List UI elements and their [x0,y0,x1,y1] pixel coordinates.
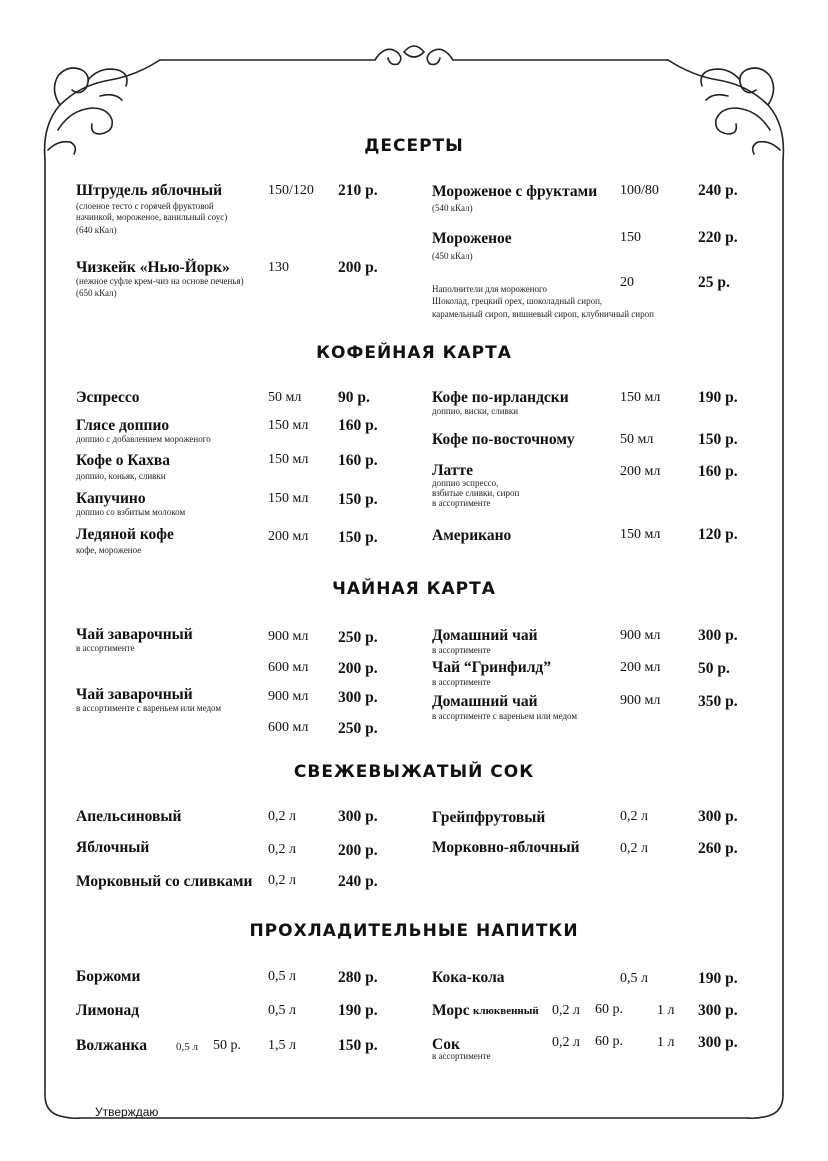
item-price: 190 р. [698,389,738,406]
item-name: Капучино [76,490,146,507]
item-price: 240 р. [698,182,738,199]
item-name: Кока-кола [432,969,505,986]
item-name: Домашний чай [432,693,538,710]
item-desc: в ассортименте с вареньем или медом [76,703,222,713]
item-qty: 20 [620,275,634,290]
item-price: 350 р. [698,693,738,710]
item-price: 240 р. [338,873,378,890]
item-desc: (нежное суфле крем-чиз на основе печенья) [76,276,244,286]
item-qty: 150 мл [620,527,661,542]
item-qty: 0,5 л [620,971,648,986]
item-desc: доппио со взбитым молоком [76,507,186,517]
item-price: 300 р. [338,689,378,706]
section-title-desserts: ДЕСЕРТЫ [364,136,464,156]
item-name: Мороженое с фруктами [432,183,598,200]
item-qty: 150 мл [268,491,309,506]
item-qty: 600 мл [268,720,309,735]
item-price: 160 р. [338,417,378,434]
item-desc: в ассортименте [432,1051,491,1061]
item-qty: 150 мл [268,418,309,433]
item-name: Апельсиновый [76,808,182,825]
item-desc: кофе, мороженое [76,545,142,555]
item-name: Сок [432,1036,460,1053]
item-qty: 130 [268,260,289,275]
item-price: 190 р. [338,1002,378,1019]
item-price: 150 р. [338,1037,378,1054]
item-qty: 200 мл [620,660,661,675]
item-price-small: 50 р. [213,1038,241,1053]
item-suffix: клюквенный [473,1005,539,1017]
item-name: Боржоми [76,968,141,985]
item-name: Чай “Гринфилд” [432,659,551,676]
item-name: Волжанка [76,1037,147,1054]
item-name: Лимонад [76,1002,140,1019]
section-title-juice: СВЕЖЕВЫЖАТЫЙ СОК [293,762,535,782]
item-desc: в ассортименте [432,645,491,655]
item-name: Чай заварочный [76,626,193,643]
item-qty: 150 мл [620,390,661,405]
item-qty: 150/120 [268,183,314,198]
item-price: 190 р. [698,970,738,987]
item-price: 160 р. [698,463,738,480]
item-price: 250 р. [338,629,378,646]
item-price: 300 р. [698,1002,738,1019]
item-qty: 1,5 л [268,1038,296,1053]
item-price: 280 р. [338,969,378,986]
item-qty: 0,2 л [620,841,648,856]
item-name: Латте [432,462,474,479]
section-title-tea: ЧАЙНАЯ КАРТА [332,579,496,599]
item-price-small: 60 р. [595,1034,623,1049]
item-name: Яблочный [76,839,150,856]
item-price: 200 р. [338,259,378,276]
item-qty: 150 [620,230,641,245]
item-price: 220 р. [698,229,738,246]
item-calories: (650 кКал) [76,288,117,298]
item-desc: доппио с добавлением мороженого [76,434,211,444]
item-price: 160 р. [338,452,378,469]
item-name: Штрудель яблочный [76,182,223,199]
item-qty: 1 л [657,1003,675,1018]
item-name: Кофе о Кахва [76,452,170,469]
item-qty: 1 л [657,1035,675,1050]
item-qty: 900 мл [268,629,309,644]
section-title-coffee: КОФЕЙНАЯ КАРТА [316,343,512,363]
item-desc: (слоеное тесто с горячей фруктовой [76,201,214,211]
item-qty: 0,2 л [268,873,296,888]
item-desc: доппио эспрессо, [432,478,499,488]
item-qty: 100/80 [620,183,659,198]
item-desc: в ассортименте [76,643,135,653]
item-calories: (450 кКал) [432,251,473,261]
item-qty: 200 мл [268,529,309,544]
item-price: 300 р. [698,1034,738,1051]
item-price: 150 р. [338,491,378,508]
item-price: 300 р. [338,808,378,825]
item-qty-small: 0,5 л [176,1041,198,1053]
item-calories: (540 кКал) [432,203,473,213]
item-price: 300 р. [698,808,738,825]
item-qty: 150 мл [268,452,309,467]
item-price: 25 р. [698,274,730,291]
item-qty: 600 мл [268,660,309,675]
item-qty: 900 мл [620,628,661,643]
item-qty-small: 0,2 л [552,1003,580,1018]
item-desc: начинкой, мороженое, ванильный соус) [76,212,228,222]
item-name: Кофе по-восточному [432,431,575,448]
approval-signature-line: Утверждаю______________________________ [95,1105,359,1119]
item-name: Чай заварочный [76,686,193,703]
item-name: Чизкейк «Нью-Йорк» [76,259,230,276]
item-name: Кофе по-ирландски [432,389,569,406]
item-price: 260 р. [698,840,738,857]
item-qty-small: 0,2 л [552,1035,580,1050]
item-qty: 50 мл [268,390,302,405]
item-qty: 0,2 л [268,842,296,857]
item-price: 120 р. [698,526,738,543]
item-qty: 0,5 л [268,1003,296,1018]
item-name: Мороженое [432,230,512,247]
item-price: 300 р. [698,627,738,644]
item-desc: в ассортименте [432,498,491,508]
item-qty: 0,5 л [268,969,296,984]
item-qty: 0,2 л [268,809,296,824]
item-name: Ледяной кофе [76,526,174,543]
item-desc: Наполнители для мороженого [432,284,547,294]
item-name: Американо [432,527,512,544]
item-name: Эспрессо [76,389,140,406]
item-name: Грейпфрутовый [432,809,546,826]
item-price: 150 р. [338,529,378,546]
item-name: Морковный со сливками [76,873,253,890]
item-desc: доппио, коньяк, сливки [76,471,166,481]
item-desc: взбитые сливки, сироп [432,488,520,498]
item-name: Глясе доппио [76,417,170,434]
item-qty: 0,2 л [620,809,648,824]
item-name: Морковно-яблочный [432,839,580,856]
item-price: 150 р. [698,431,738,448]
item-calories: (640 кКал) [76,225,117,235]
item-qty: 50 мл [620,432,654,447]
item-qty: 900 мл [268,689,309,704]
item-price-small: 60 р. [595,1002,623,1017]
item-desc: в ассортименте [432,677,491,687]
item-qty: 200 мл [620,464,661,479]
item-price: 210 р. [338,182,378,199]
item-desc: карамельный сироп, вишневый сироп, клубничный сироп [432,309,654,319]
item-desc: доппио, виски, сливки [432,406,519,416]
item-desc: Шоколад, грецкий орех, шоколадный сироп, [432,296,603,306]
item-desc: в ассортименте с вареньем или медом [432,711,578,721]
item-name: Домашний чай [432,627,538,644]
item-price: 200 р. [338,842,378,859]
item-price: 200 р. [338,660,378,677]
item-price: 90 р. [338,389,370,406]
item-name: Морс [432,1002,470,1019]
section-title-drinks: ПРОХЛАДИТЕЛЬНЫЕ НАПИТКИ [249,921,579,941]
item-price: 250 р. [338,720,378,737]
item-price: 50 р. [698,660,730,677]
item-qty: 900 мл [620,693,661,708]
